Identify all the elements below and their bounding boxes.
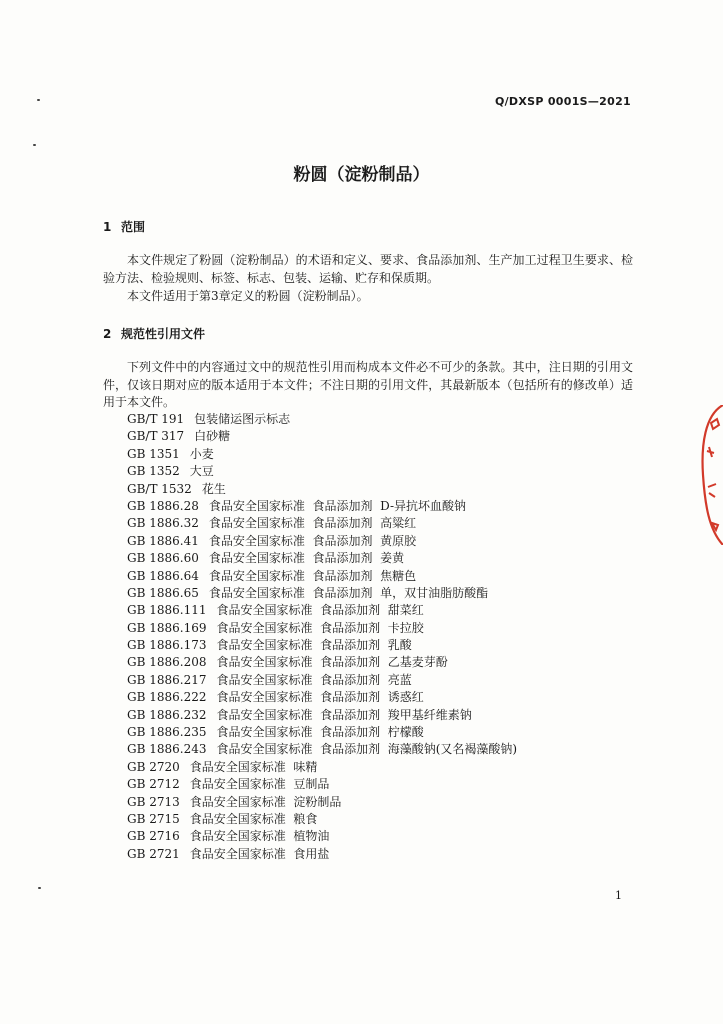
reference-item bbox=[127, 828, 517, 845]
reference-item bbox=[127, 654, 517, 671]
reference-item bbox=[127, 481, 517, 498]
reference-item bbox=[127, 707, 517, 724]
reference-code: GB 2720 bbox=[127, 759, 180, 774]
section-2-heading bbox=[103, 325, 205, 342]
reference-code: GB 1886.28 bbox=[127, 498, 199, 513]
reference-title: 花生 bbox=[201, 481, 226, 496]
reference-item bbox=[127, 620, 517, 637]
reference-title: 食品安全国家标准 食品添加剂 海藻酸钠(又名褐藻酸钠) bbox=[216, 742, 518, 757]
reference-item bbox=[127, 776, 517, 793]
reference-code: GB 1886.169 bbox=[127, 620, 207, 635]
reference-title: 食品安全国家标准 食品添加剂 羧甲基纤维素钠 bbox=[216, 707, 472, 722]
reference-title: 食品安全国家标准 食品添加剂 卡拉胶 bbox=[216, 620, 424, 635]
reference-item bbox=[127, 637, 517, 654]
reference-code: GB 1886.232 bbox=[127, 707, 207, 722]
reference-item bbox=[127, 672, 517, 689]
reference-code: GB 1886.208 bbox=[127, 655, 207, 670]
reference-item bbox=[127, 498, 517, 515]
document-title: 粉圆（淀粉制品） bbox=[293, 165, 430, 185]
reference-item bbox=[127, 741, 517, 758]
reference-title: 食品安全国家标准 食品添加剂 单，双甘油脂肪酸酯 bbox=[208, 585, 489, 600]
reference-title: 食品安全国家标准 食品添加剂 D-异抗坏血酸钠 bbox=[208, 498, 467, 513]
page-number: 1 bbox=[615, 889, 622, 902]
reference-item bbox=[127, 811, 517, 828]
reference-item bbox=[127, 568, 517, 585]
reference-title: 食品安全国家标准 食品添加剂 乳酸 bbox=[216, 638, 412, 653]
reference-code: GB 1886.222 bbox=[127, 690, 207, 705]
reference-item bbox=[127, 411, 517, 428]
reference-title: 食品安全国家标准 食品添加剂 黄原胶 bbox=[208, 533, 417, 548]
seal-stamp-edge bbox=[697, 405, 723, 545]
reference-code: GB 1886.235 bbox=[127, 725, 207, 740]
reference-code: GB 2716 bbox=[127, 829, 180, 844]
reference-code: GB 1886.60 bbox=[127, 551, 199, 566]
reference-code: GB 1352 bbox=[127, 464, 180, 479]
section-1-heading bbox=[103, 218, 145, 235]
reference-title: 食品安全国家标准 植物油 bbox=[189, 829, 330, 844]
reference-title: 食品安全国家标准 食品添加剂 焦糖色 bbox=[208, 568, 417, 583]
reference-code: GB/T 191 bbox=[127, 412, 185, 426]
reference-code: GB 1886.111 bbox=[127, 603, 207, 618]
section-number: 2 bbox=[103, 327, 112, 341]
reference-code: GB 1886.32 bbox=[127, 516, 199, 531]
reference-title: 大豆 bbox=[189, 464, 214, 479]
reference-title: 食品安全国家标准 味精 bbox=[189, 759, 318, 774]
reference-code: GB 1886.65 bbox=[127, 585, 199, 600]
section-number: 1 bbox=[103, 220, 112, 234]
section-title: 规范性引用文件 bbox=[121, 327, 206, 341]
reference-title: 食品安全国家标准 食品添加剂 亮蓝 bbox=[216, 672, 412, 687]
section-title: 范围 bbox=[121, 220, 146, 234]
reference-title: 食品安全国家标准 粮食 bbox=[189, 811, 318, 826]
reference-item bbox=[127, 463, 517, 480]
reference-code: GB 1886.173 bbox=[127, 638, 207, 653]
reference-code: GB 1886.243 bbox=[127, 742, 207, 757]
scope-applicability-paragraph: 本文件适用于第3章定义的粉圆（淀粉制品）。 bbox=[127, 289, 369, 303]
reference-title: 食品安全国家标准 食用盐 bbox=[189, 846, 330, 861]
reference-title: 小麦 bbox=[189, 446, 214, 461]
reference-item bbox=[127, 689, 517, 706]
reference-item bbox=[127, 759, 517, 776]
reference-title: 食品安全国家标准 食品添加剂 乙基麦芽酚 bbox=[216, 655, 448, 670]
scan-speck bbox=[38, 887, 41, 889]
reference-title: 食品安全国家标准 淀粉制品 bbox=[189, 794, 342, 809]
scope-paragraph: 本文件规定了粉圆（淀粉制品）的术语和定义、要求、食品添加剂、生产加工过程卫生要求、检验方法、检验规则、标签、标志、包装、运输、贮存和保质期。 bbox=[103, 253, 633, 285]
reference-item bbox=[127, 585, 517, 602]
reference-title: 白砂糖 bbox=[194, 429, 231, 444]
reference-code: GB 2713 bbox=[127, 794, 180, 809]
reference-title: 食品安全国家标准 食品添加剂 甜菜红 bbox=[216, 603, 424, 618]
reference-code: GB 1886.64 bbox=[127, 568, 199, 583]
normative-references-intro: 下列文件中的内容通过文中的规范性引用而构成本文件必不可少的条款。其中，注日期的引用文件，仅该日期对应的版本适用于本文件；不注日期的引用文件，其最新版本（包括所有的修改单）适用于本文件。 bbox=[103, 360, 633, 409]
scan-speck bbox=[33, 144, 36, 146]
reference-item bbox=[127, 446, 517, 463]
scan-speck bbox=[37, 99, 40, 101]
reference-item bbox=[127, 515, 517, 532]
reference-item bbox=[127, 550, 517, 567]
reference-title: 食品安全国家标准 食品添加剂 姜黄 bbox=[208, 551, 405, 566]
reference-code: GB 1886.41 bbox=[127, 533, 199, 548]
reference-code: GB 2712 bbox=[127, 777, 180, 792]
reference-code: GB 1886.217 bbox=[127, 672, 207, 687]
reference-item bbox=[127, 846, 517, 863]
reference-item bbox=[127, 724, 517, 741]
reference-code: GB/T 1532 bbox=[127, 481, 192, 496]
reference-title: 食品安全国家标准 食品添加剂 高粱红 bbox=[208, 516, 417, 531]
reference-code: GB 1351 bbox=[127, 446, 180, 461]
reference-item bbox=[127, 428, 517, 445]
reference-title: 食品安全国家标准 豆制品 bbox=[189, 777, 330, 792]
reference-title: 食品安全国家标准 食品添加剂 诱惑红 bbox=[216, 690, 424, 705]
reference-title: 包装储运图示标志 bbox=[194, 412, 291, 426]
document-code: Q/DXSP 0001S—2021 bbox=[494, 95, 631, 108]
reference-item bbox=[127, 794, 517, 811]
reference-item bbox=[127, 533, 517, 550]
reference-code: GB 2715 bbox=[127, 811, 180, 826]
reference-code: GB/T 317 bbox=[127, 429, 185, 444]
reference-title: 食品安全国家标准 食品添加剂 柠檬酸 bbox=[216, 725, 424, 740]
reference-code: GB 2721 bbox=[127, 846, 180, 861]
reference-list bbox=[127, 411, 517, 863]
reference-item bbox=[127, 602, 517, 619]
